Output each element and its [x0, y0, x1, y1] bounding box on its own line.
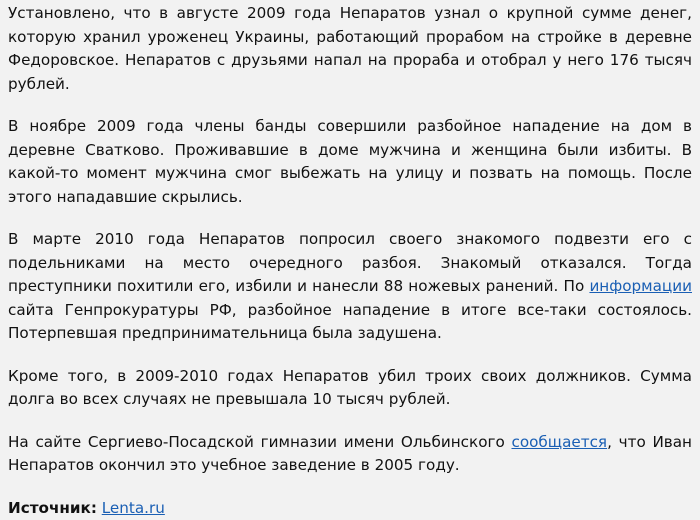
paragraph-5-text-before: На сайте Сергиево-Посадской гимназии имени Ольбинского [8, 433, 511, 451]
paragraph-3-text-after: сайта Генпрокуратуры РФ, разбойное нападение в итоге все-таки состоялось. Потерпевшая предпринимательница была задушена. [8, 301, 692, 343]
source-link[interactable]: Lenta.ru [102, 499, 165, 517]
reported-link[interactable]: сообщается [511, 433, 607, 451]
source-label: Источник: [8, 499, 97, 517]
paragraph-5 [8, 431, 692, 478]
paragraph-1: Установлено, что в августе 2009 года Непаратов узнал о крупной сумме денег, которую хранил уроженец Украины, работающий прорабом на стройке в деревне Федоровское. Непаратов с друзьями напал на прораба и отобрал у него 176 тысяч рублей. [8, 2, 692, 96]
paragraph-3 [8, 228, 692, 346]
paragraph-2: В ноябре 2009 года члены банды совершили разбойное нападение на дом в деревне Сватково. Проживавшие в доме мужчина и женщина были избиты. В какой-то момент мужчина смог выбежать на улицу и позвать на помощь. После этого нападавшие скрылись. [8, 115, 692, 209]
source-line [8, 497, 692, 520]
paragraph-4: Кроме того, в 2009-2010 годах Непаратов убил троих своих должников. Сумма долга во всех случаях не превышала 10 тысяч рублей. [8, 365, 692, 412]
information-link[interactable]: информации [589, 277, 692, 295]
paragraph-5-text-after: , что Иван Непаратов окончил это учебное заведение в 2005 году. [8, 433, 692, 475]
paragraph-3-text-before: В марте 2010 года Непаратов попросил своего знакомого подвезти его с подельниками на место очередного разбоя. Знакомый отказался. Тогда преступники похитили его, избили и нанесли 88 ножевых ранений. По [8, 230, 692, 295]
